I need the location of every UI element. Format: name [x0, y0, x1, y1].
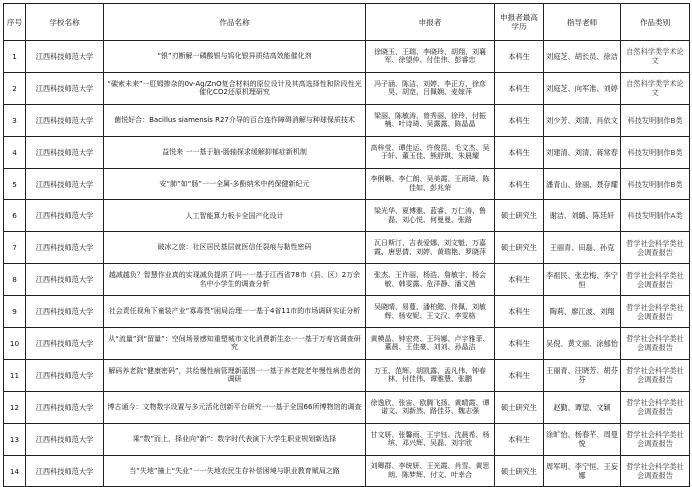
- cell-advisor: 刘少芳、刘清、肖依文: [544, 104, 621, 136]
- cell-seq: 8: [4, 264, 26, 296]
- cell-degree: 硕士研究生: [495, 391, 544, 423]
- table-row: [4, 423, 690, 455]
- cell-school: 江西科技师范大学: [26, 264, 104, 296]
- cell-advisor: 周军明、李宁恒、王妄娜: [544, 455, 621, 487]
- header-advisor: 指导老师: [544, 4, 621, 41]
- table-row: [4, 104, 690, 136]
- cell-advisor: 王丽青、汪晓芳、胡芬芬: [544, 359, 621, 391]
- cell-seq: 7: [4, 232, 26, 264]
- cell-school: 江西科技师范大学: [26, 41, 104, 73]
- cell-applicants: 梁丽、陈敏涛、曾秀丽、徐玲、付振楠、叶诗琦、吴露露、陈晶晶: [366, 104, 495, 136]
- header-category: 作品类别: [621, 4, 690, 41]
- cell-degree: 本科生: [495, 72, 544, 104]
- cell-school: 江西科技师范大学: [26, 296, 104, 328]
- header-applicant: 申报者: [366, 4, 495, 41]
- cell-seq: 6: [4, 200, 26, 232]
- cell-seq: 5: [4, 168, 26, 200]
- cell-applicants: 吴晓晴、易蔓、潘柏懿、佟佩、刘敏辉、杨安妮、王文汉、李雯格: [366, 296, 495, 328]
- cell-applicants: 张杰、王许丽、杨浩、詹敏宇、杨会敏、韩雯露、危洋静、潘文茜: [366, 264, 495, 296]
- cell-applicants: 瓦日斯汀、吉表爱娜、刘文魁、万嘉霞、唐思倩、刘婷、黄瑞艳、罗晓萍: [366, 232, 495, 264]
- cell-advisor: 潘青山、徐丽、聂存耀: [544, 168, 621, 200]
- cell-seq: 3: [4, 104, 26, 136]
- cell-category: 自然科学类学术论文: [621, 41, 690, 73]
- cell-school: 江西科技师范大学: [26, 423, 104, 455]
- table-row: [4, 72, 690, 104]
- table-header-row: [4, 4, 690, 41]
- header-school: 学校名称: [26, 4, 104, 41]
- cell-school: 江西科技师范大学: [26, 232, 104, 264]
- cell-advisor: 涂旷怡、杨春芊、周曼悦: [544, 423, 621, 455]
- table-row: [4, 232, 690, 264]
- cell-seq: 4: [4, 136, 26, 168]
- cell-seq: 12: [4, 391, 26, 423]
- cell-degree: 本科生: [495, 296, 544, 328]
- table-row: [4, 359, 690, 391]
- cell-work: 破冰之旅：社区居民基层就医信任裂痕与黏性密码: [104, 232, 366, 264]
- cell-category: 哲学社会科学类社会调查报告: [621, 359, 690, 391]
- cell-work: “碳索未来”一肛姆掺杂的0v-Ag/ZnO复合材料的原位设计及其高选择性和阶段性光催化CO2还原机理研究: [104, 72, 366, 104]
- cell-applicants: 李俐晰、李仁朗、吴美霞、王雨琦、陈佳如、彭兆荣: [366, 168, 495, 200]
- cell-degree: 本科生: [495, 423, 544, 455]
- cell-applicants: 冯子涵、陈洁、刘婷、李正方、徐彦昊、胡宽、吕佩娴、麦嫁萍: [366, 72, 495, 104]
- cell-school: 江西科技师范大学: [26, 359, 104, 391]
- cell-applicants: 梁光华、夏博雅、蓝睿、万仁涛、鲁磊、刘心悦、何曼曼、张路: [366, 200, 495, 232]
- cell-degree: 本科生: [495, 104, 544, 136]
- cell-advisor: 吴倪、黄文丽、涂郁怡: [544, 328, 621, 360]
- header-seq: 序号: [4, 4, 26, 41]
- cell-applicants: 黄模晶、钟宏亮、王玛娜、卢宇雅菲、董晨、王佳豪、刘刘、孙晶洁: [366, 328, 495, 360]
- cell-degree: 硕士研究生: [495, 455, 544, 487]
- cell-category: 科技发明制作B类: [621, 168, 690, 200]
- cell-category: 哲学社会科学类社会调查报告: [621, 455, 690, 487]
- cell-advisor: 刘庭芝、向军准、刘婷: [544, 72, 621, 104]
- cell-seq: 2: [4, 72, 26, 104]
- cell-school: 江西科技师范大学: [26, 200, 104, 232]
- table-row: [4, 168, 690, 200]
- cell-advisor: 李祖民、张忠梅、李宁恒: [544, 264, 621, 296]
- table-row: [4, 328, 690, 360]
- table-row: [4, 296, 690, 328]
- cell-school: 江西科技师范大学: [26, 104, 104, 136]
- cell-applicants: 徐晓玉、王瑞、李晓玲、胡翔、刘襄军、徐望仲、付佳伟、彭睿忠: [366, 41, 495, 73]
- cell-category: 科技发明制作B类: [621, 136, 690, 168]
- cell-work: 博古通今：文物数字设置与多元活化创新平台研究一一基于全国66所博物馆的调查: [104, 391, 366, 423]
- cell-seq: 11: [4, 359, 26, 391]
- cell-category: 科技发明制作B类: [621, 104, 690, 136]
- cell-degree: 硕士研究生: [495, 232, 544, 264]
- cell-degree: 本科生: [495, 136, 544, 168]
- cell-school: 江西科技师范大学: [26, 72, 104, 104]
- cell-category: 哲学社会科学类社会调查报告: [621, 232, 690, 264]
- cell-work: 社会责任视角下童装产业“寡毒畏”困局治理一一基于4省11市的市场调研实证分析: [104, 296, 366, 328]
- table-row: [4, 264, 690, 296]
- cell-advisor: 赵勤、谭望、文颖: [544, 391, 621, 423]
- cell-degree: 硕士研究生: [495, 200, 544, 232]
- cell-seq: 14: [4, 455, 26, 487]
- table-row: [4, 136, 690, 168]
- cell-applicants: 徐逸欣、张宙、欧腾飞扬、黄晴霞、谭诺文、刘新然、路佳芬、魏志强: [366, 391, 495, 423]
- cell-degree: 本科生: [495, 168, 544, 200]
- cell-work: 越减越负？智慧作业真的实现减负提质了吗一一基于江西省78市（县、区）2万余名中小学生的调查分析: [104, 264, 366, 296]
- cell-work: 人工智能算力板卡全国产化设计: [104, 200, 366, 232]
- table-row: [4, 455, 690, 487]
- cell-advisor: 刘庭芝、胡长员、徐洁: [544, 41, 621, 73]
- cell-work: 从“流量”到“留量”：空间场景感知重塑城市文化消费新生态一一基于万寿宫调查研究: [104, 328, 366, 360]
- cell-school: 江西科技师范大学: [26, 168, 104, 200]
- cell-seq: 1: [4, 41, 26, 73]
- cell-seq: 13: [4, 423, 26, 455]
- cell-work: 当“失地”撞上“失业”一一失地农民生存补偿困境与职业教育赋局之路: [104, 455, 366, 487]
- cell-degree: 本科生: [495, 264, 544, 296]
- cell-advisor: 陶莉、廖江波、刘翔: [544, 296, 621, 328]
- cell-school: 江西科技师范大学: [26, 328, 104, 360]
- cell-seq: 10: [4, 328, 26, 360]
- cell-work: 乘“数”而上，择业向“新”：数字时代表演下大学生职业规划新选择: [104, 423, 366, 455]
- cell-degree: 本科生: [495, 41, 544, 73]
- table-row: [4, 391, 690, 423]
- cell-category: 哲学社会科学类社会调查报告: [621, 264, 690, 296]
- cell-category: 哲学社会科学类社会调查报告: [621, 296, 690, 328]
- header-degree: 申报者最高学历: [495, 4, 544, 41]
- cell-advisor: 谢洁、刘璐、陈廷轩: [544, 200, 621, 232]
- cell-work: 解码养老院“健康密码”，共绘慢性病管理新蓝图一一基于养老院老年慢性病患者的调研: [104, 359, 366, 391]
- cell-category: 自然科学类学术论文: [621, 72, 690, 104]
- header-work: 作品名称: [104, 4, 366, 41]
- cell-applicants: 甘文妍、张馨雨、王宇钰、沈晨希、杨缤、邓兴辉、吴磊、刘宇欣: [366, 423, 495, 455]
- award-table: [3, 3, 690, 487]
- cell-work: “银”刃断解一磷酸银与钨化银异质结高效能催化剂: [104, 41, 366, 73]
- cell-school: 江西科技师范大学: [26, 391, 104, 423]
- cell-work: 益悦来 一一基于脑-肠轴探求缓解抑郁症新机制: [104, 136, 366, 168]
- cell-category: 哲学社会科学类社会调查报告: [621, 391, 690, 423]
- cell-work: 安“肺”如“肠”一一全属-多酚纳米中药保健新纪元: [104, 168, 366, 200]
- cell-category: 哲学社会科学类社会调查报告: [621, 423, 690, 455]
- cell-applicants: 刘卿群、李统妍、王光霞、肖雪、黄思朗、陈梦辉、付文、叶幸合: [366, 455, 495, 487]
- cell-category: 科技发明制作A类: [621, 200, 690, 232]
- cell-degree: 本科生: [495, 328, 544, 360]
- table-row: [4, 200, 690, 232]
- cell-work: 菌悦好合：Bacillus siamensis R27介导的百合连作障碍消解与种球保质技术: [104, 104, 366, 136]
- cell-school: 江西科技师范大学: [26, 136, 104, 168]
- cell-advisor: 刘建清、刘清、蒋常春: [544, 136, 621, 168]
- cell-school: 江西科技师范大学: [26, 455, 104, 487]
- cell-applicants: 万玉、范辉、胡凯露、孟凡伟、钟春林、付佳伟、谭雅慧、张鹏: [366, 359, 495, 391]
- cell-advisor: 王丽青、田磊、孙克: [544, 232, 621, 264]
- cell-degree: 本科生: [495, 359, 544, 391]
- table-row: [4, 41, 690, 73]
- cell-category: 哲学社会科学类社会调查报告: [621, 328, 690, 360]
- cell-seq: 9: [4, 296, 26, 328]
- cell-applicants: 高梓莹、谭佳运、许俊昆、毛文杰、吴于轩、董玉佳、熊舒琪、朱晨耀: [366, 136, 495, 168]
